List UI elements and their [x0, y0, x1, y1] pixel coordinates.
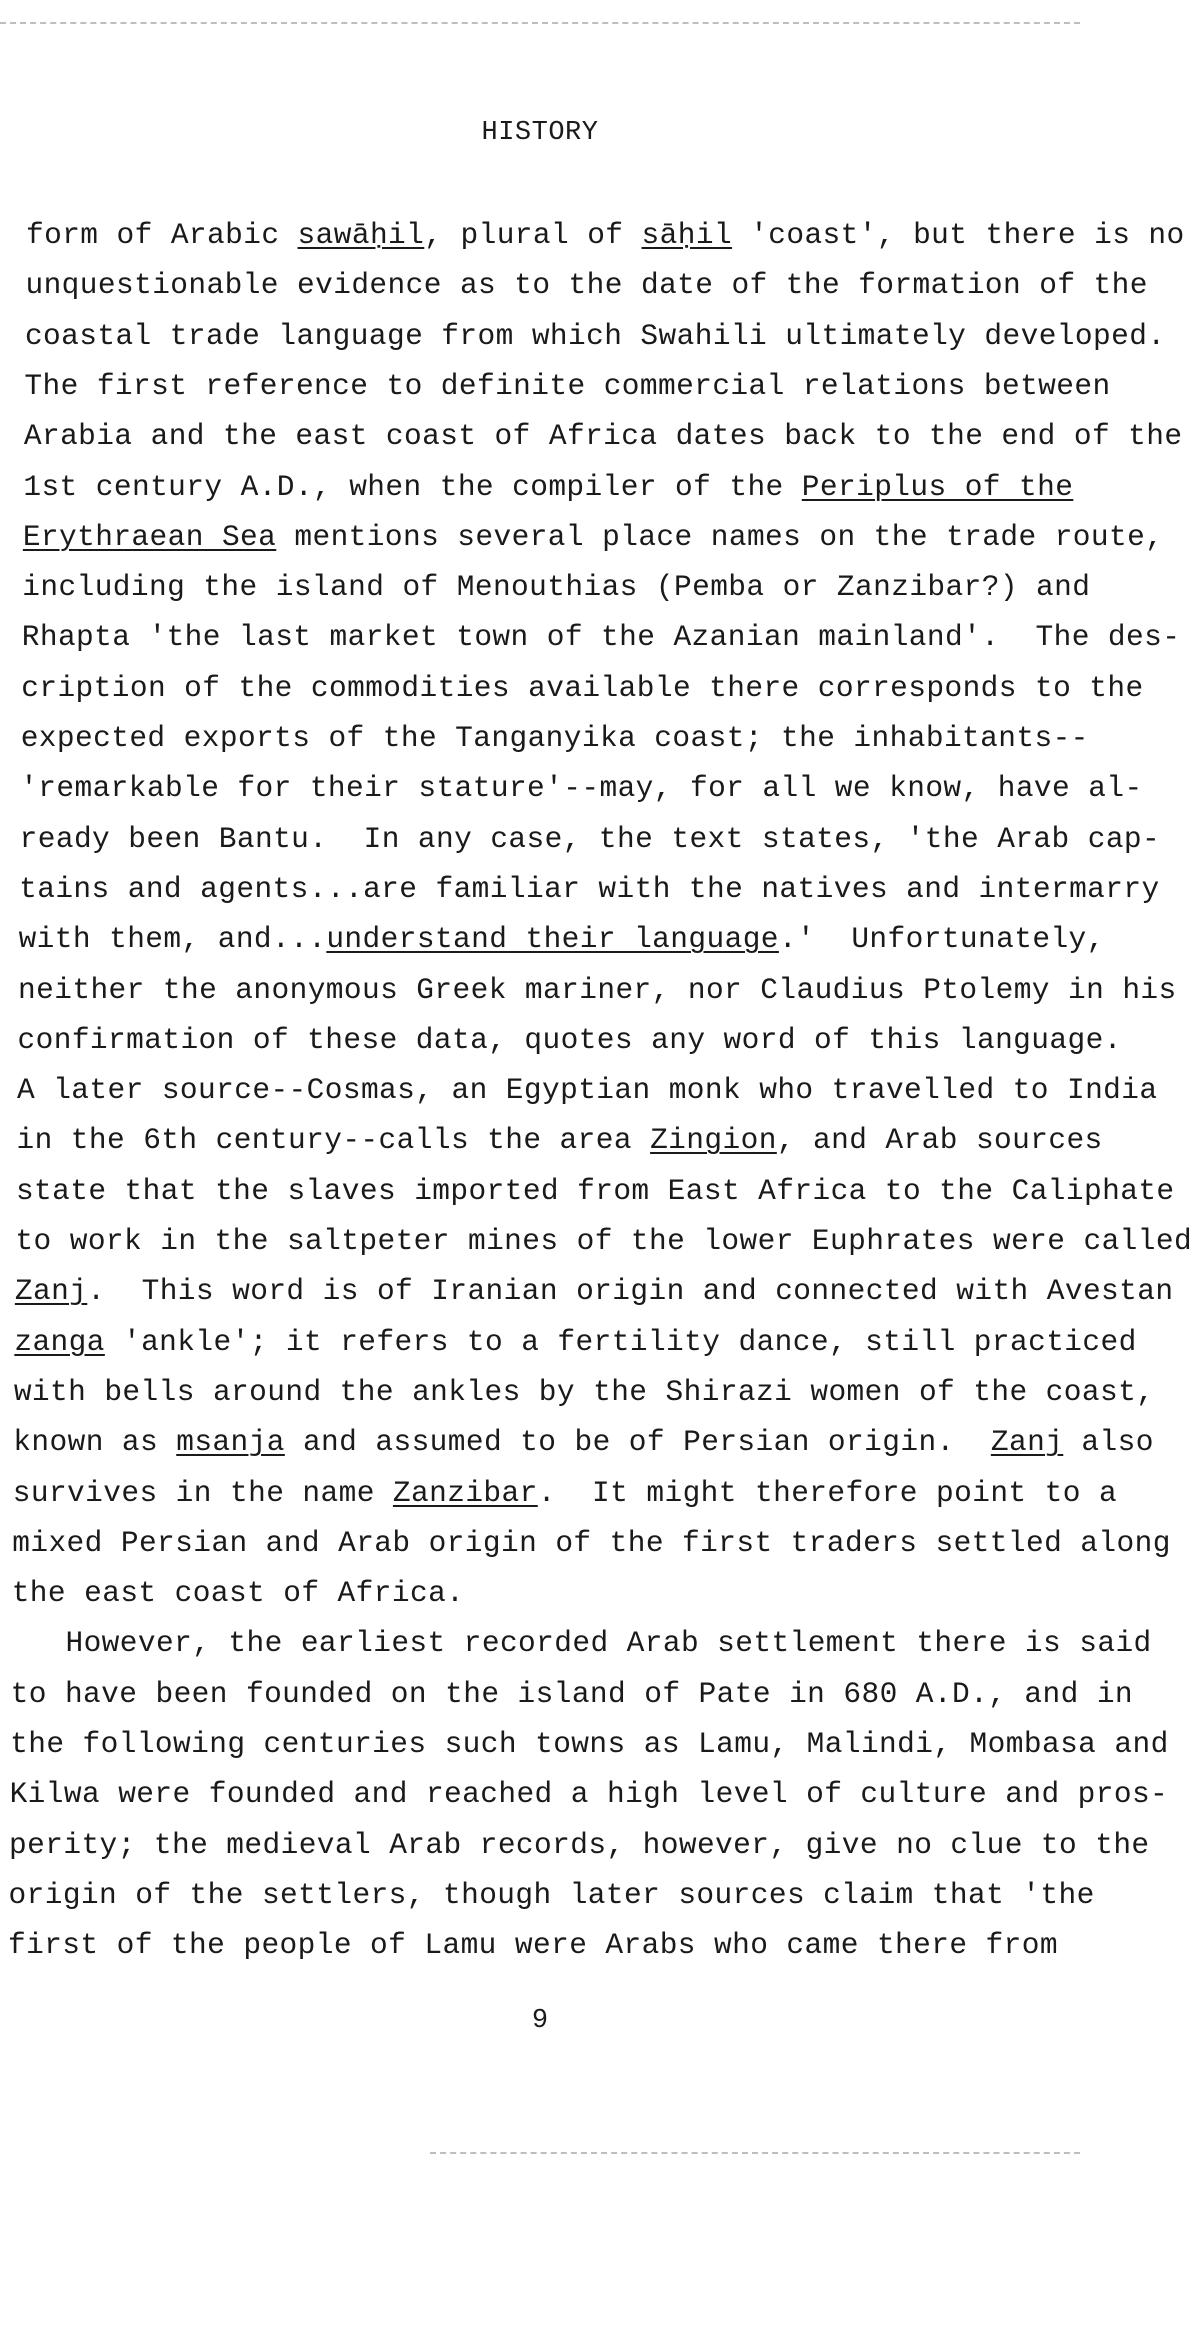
text-line [25, 268, 1147, 302]
page-heading: HISTORY [481, 118, 599, 148]
text-segment: neither the anonymous Greek mariner, nor Claudius Ptolemy in his [18, 972, 1177, 1007]
text-segment: perity; the medieval Arab records, however, give no clue to the [9, 1827, 1150, 1862]
text-segment: mixed Persian and Arab origin of the first traders settled along [12, 1525, 1171, 1560]
text-segment: 'coast', but there is no [732, 218, 1185, 252]
text-segment: confirmation of these data, quotes any word of this language. [17, 1022, 1122, 1057]
text-line [15, 1224, 1192, 1258]
text-segment: with bells around the ankles by the Shirazi women of the coast, [13, 1374, 1155, 1409]
text-line [9, 1878, 1095, 1912]
text-segment: the following centuries such towns as Lamu, Malindi, Mombasa and [10, 1727, 1169, 1761]
text-segment: origin of the settlers, though later sources claim that 'the [8, 1877, 1095, 1912]
text-line [13, 1425, 1154, 1459]
text-line [17, 1073, 1157, 1107]
text-line [9, 1828, 1149, 1862]
text-segment: survives in the name [12, 1475, 393, 1510]
text-segment: Rhapta 'the last market town of the Azanian mainland'. The des- [21, 620, 1181, 655]
text-line [25, 319, 1165, 353]
text-line [16, 1123, 1102, 1157]
text-segment: also [1063, 1425, 1154, 1460]
underlined-term: sāḥil [641, 218, 733, 252]
underlined-term: zanga [14, 1324, 105, 1359]
text-line [22, 620, 1181, 654]
text-line [19, 922, 1105, 956]
text-line [12, 1526, 1171, 1560]
text-segment: cription of the commodities available there corresponds to the [21, 670, 1144, 705]
text-segment: first of the people of Lamu were Arabs who came there from [8, 1928, 1058, 1963]
text-line [18, 1023, 1122, 1057]
text-segment: and assumed to be of Persian origin. [284, 1425, 991, 1460]
text-line [23, 520, 1164, 554]
text-line [26, 218, 1185, 252]
text-segment: , plural of [424, 218, 642, 252]
text-segment: unquestionable evidence as to the date of the formation of the [25, 268, 1148, 303]
text-line [24, 419, 1183, 453]
text-segment: known as [13, 1425, 177, 1460]
text-line [13, 1476, 1117, 1510]
underlined-term: Zingion [650, 1123, 777, 1158]
text-line [20, 822, 1160, 856]
text-line [20, 771, 1142, 805]
text-segment: .' Unfortunately, [778, 922, 1105, 957]
text-segment: tains and agents...are familiar with the natives and intermarry [19, 871, 1160, 906]
text-line [11, 1626, 1151, 1660]
underlined-term: Zanj [990, 1425, 1064, 1460]
underlined-term: Periplus of the [801, 469, 1074, 504]
text-segment: coastal trade language from which Swahili ultimately developed. [24, 318, 1166, 353]
text-segment: in the 6th century--calls the area [16, 1123, 651, 1158]
text-segment: 'remarkable for their stature'--may, for all we know, have al- [20, 771, 1143, 806]
scan-edge-bottom [430, 2152, 1080, 2154]
text-line [23, 470, 1073, 504]
text-line [14, 1375, 1154, 1409]
text-line [16, 1174, 1175, 1208]
text-segment: mentions several place names on the trade route, [276, 519, 1164, 554]
text-line [24, 369, 1110, 403]
text-segment: The first reference to definite commercial relations between [24, 368, 1111, 403]
text-segment: 'ankle'; it refers to a fertility dance, still practiced [104, 1324, 1137, 1359]
underlined-term: Zanzibar [392, 1475, 538, 1510]
page-number: 9 [531, 2006, 549, 2036]
text-line [19, 872, 1159, 906]
text-line [18, 973, 1177, 1007]
underlined-term: msanja [176, 1425, 285, 1460]
text-line [22, 570, 1090, 604]
text-segment: to have been founded on the island of Pate in 680 A.D., and in [10, 1676, 1134, 1711]
text-line [21, 671, 1143, 705]
text-line [8, 1928, 1058, 1962]
text-segment: , and Arab sources [776, 1123, 1103, 1158]
text-segment: 1st century A.D., when the compiler of the [23, 469, 802, 504]
text-segment: state that the slaves imported from East Africa to the Caliphate [15, 1173, 1175, 1208]
text-segment: . This word is of Iranian origin and connected with Avestan [87, 1274, 1174, 1309]
text-line [11, 1677, 1133, 1711]
underlined-term: sawāḥil [297, 218, 425, 252]
text-line [21, 721, 1089, 755]
text-segment: form of Arabic [26, 218, 298, 252]
text-line [14, 1325, 1136, 1359]
scan-edge-top [0, 22, 1080, 24]
underlined-term: Erythraean Sea [22, 519, 277, 554]
text-segment: Arabia and the east coast of Africa dates back to the end of the [23, 419, 1183, 454]
underlined-term: Zanj [14, 1274, 88, 1309]
text-segment: to work in the saltpeter mines of the lower Euphrates were called [15, 1224, 1192, 1258]
text-segment: A later source--Cosmas, an Egyptian monk who travelled to India [17, 1073, 1158, 1108]
text-segment: with them, and... [18, 922, 327, 957]
text-line [12, 1576, 465, 1610]
text-segment: ready been Bantu. In any case, the text states, 'the Arab cap- [19, 821, 1161, 856]
underlined-term: understand their language [326, 922, 779, 957]
text-segment: However, the earliest recorded Arab settlement there is said [11, 1626, 1152, 1661]
text-segment: including the island of Menouthias (Pemba or Zanzibar?) and [22, 570, 1091, 605]
text-segment: the east coast of Africa. [11, 1576, 465, 1611]
text-segment: expected exports of the Tanganyika coast; the inhabitants-- [20, 721, 1089, 755]
text-line [10, 1727, 1169, 1761]
text-line [15, 1274, 1174, 1308]
text-segment: Kilwa were founded and reached a high level of culture and pros- [9, 1777, 1169, 1812]
text-segment: . It might therefore point to a [537, 1475, 1118, 1510]
text-line [10, 1777, 1169, 1811]
